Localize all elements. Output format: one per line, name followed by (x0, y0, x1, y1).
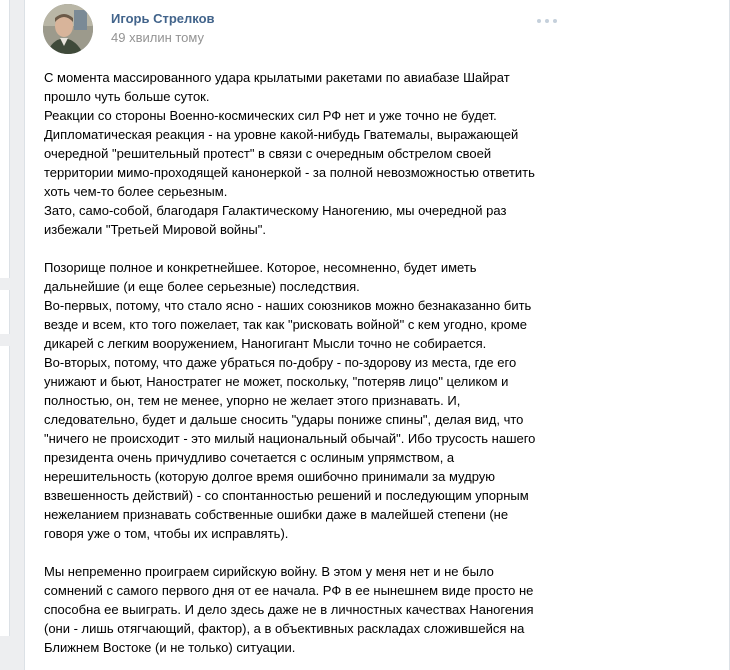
text-line: территории мимо-проходящей канонеркой - за полной невозможностью ответить (44, 165, 535, 180)
text-line: способна ее выиграть. И дело здесь даже не в личностных качествах Наногения (44, 602, 534, 617)
paragraph-gap (44, 543, 574, 562)
text-line: говоря уже о том, чтобы их исправлять). (44, 526, 289, 541)
text-line: С момента массированного удара крылатыми ракетами по авиабазе Шайрат (44, 70, 510, 85)
post-paragraph-2 (44, 258, 574, 543)
text-line: везде и всем, кто того пожелает, так как "рисковать войной" с кем угодно, кроме (44, 317, 527, 332)
text-line: сомнений с самого первого дня от ее начала. РФ в ее нынешнем виде просто не (44, 583, 534, 598)
text-line: президента очень причудливо сочетается с ослиным упрямством, а (44, 450, 455, 465)
text-line: следовательно, будет и дальше сносить "удары пониже спины", делая вид, что (44, 412, 524, 427)
paragraph-gap (44, 239, 574, 258)
post-timestamp-link[interactable]: 49 хвилин тому (111, 30, 204, 45)
text-line: Во-вторых, потому, что даже убраться по-добру - по-здорову из места, где его (44, 355, 517, 370)
text-line: Во-первых, потому, что стало ясно - наших союзников можно безнаказанно бить (44, 298, 532, 313)
text-line: взвешенность действий) - со спонтанностью решений и последующим упорным (44, 488, 529, 503)
left-card-middle (0, 290, 10, 334)
text-line: избежали "Третьей Мировой войны". (44, 222, 266, 237)
left-card-bottom (0, 346, 10, 636)
text-line: прошло чуть больше суток. (44, 89, 210, 104)
text-line: Дипломатическая реакция - на уровне какой-нибудь Гватемалы, выражающей (44, 127, 519, 142)
text-line: Мы непременно проиграем сирийскую войну. В этом у меня нет и не было (44, 564, 494, 579)
text-line: "ничего не происходит - это милый национальный обычай". Ибо трусость нашего (44, 431, 536, 446)
text-line: дальнейшие (и еще более серьезные) последствия. (44, 279, 360, 294)
avatar-photo-icon (43, 4, 93, 54)
post-text (44, 68, 574, 657)
left-card-top (0, 0, 10, 278)
author-name-link[interactable]: Игорь Стрелков (111, 11, 215, 26)
text-line: нежеланием признавать собственные ошибки даже в малейшей степени (не (44, 507, 509, 522)
wall-post (24, 0, 730, 670)
text-line: (они - лишь отягчающий, фактор), а в объективных раскладах сложившейся на (44, 621, 525, 636)
left-column (0, 0, 10, 656)
post-paragraph-1 (44, 68, 574, 239)
text-line: дикарей с легким вооружением, Наногигант Мысли точно не собирается. (44, 336, 487, 351)
text-line: Реакции со стороны Военно-космических сил РФ нет и уже точно не будет. (44, 108, 497, 123)
text-line: очередной "решительный протест" в связи с очередным обстрелом своей (44, 146, 492, 161)
text-line: полностью, он, тем не менее, упорно не желает этого признавать. И, (44, 393, 461, 408)
text-line: хоть чем-то более серьезным. (44, 184, 228, 199)
more-horizontal-icon[interactable] (537, 16, 557, 26)
text-line: Позорище полное и конкретнейшее. Которое, несомненно, будет иметь (44, 260, 477, 275)
text-line: Зато, само-собой, благодаря Галактическому Наногению, мы очередной раз (44, 203, 507, 218)
post-paragraph-3 (44, 562, 574, 657)
text-line: унижают и бьют, Наностратег не может, поскольку, "потеряв лицо" целиком и (44, 374, 509, 389)
text-line: нерешительность (которую долгое время ошибочно принимали за мудрую (44, 469, 496, 484)
text-line: Ближнем Востоке (и не только) ситуации. (44, 640, 296, 655)
author-avatar[interactable] (43, 4, 93, 54)
